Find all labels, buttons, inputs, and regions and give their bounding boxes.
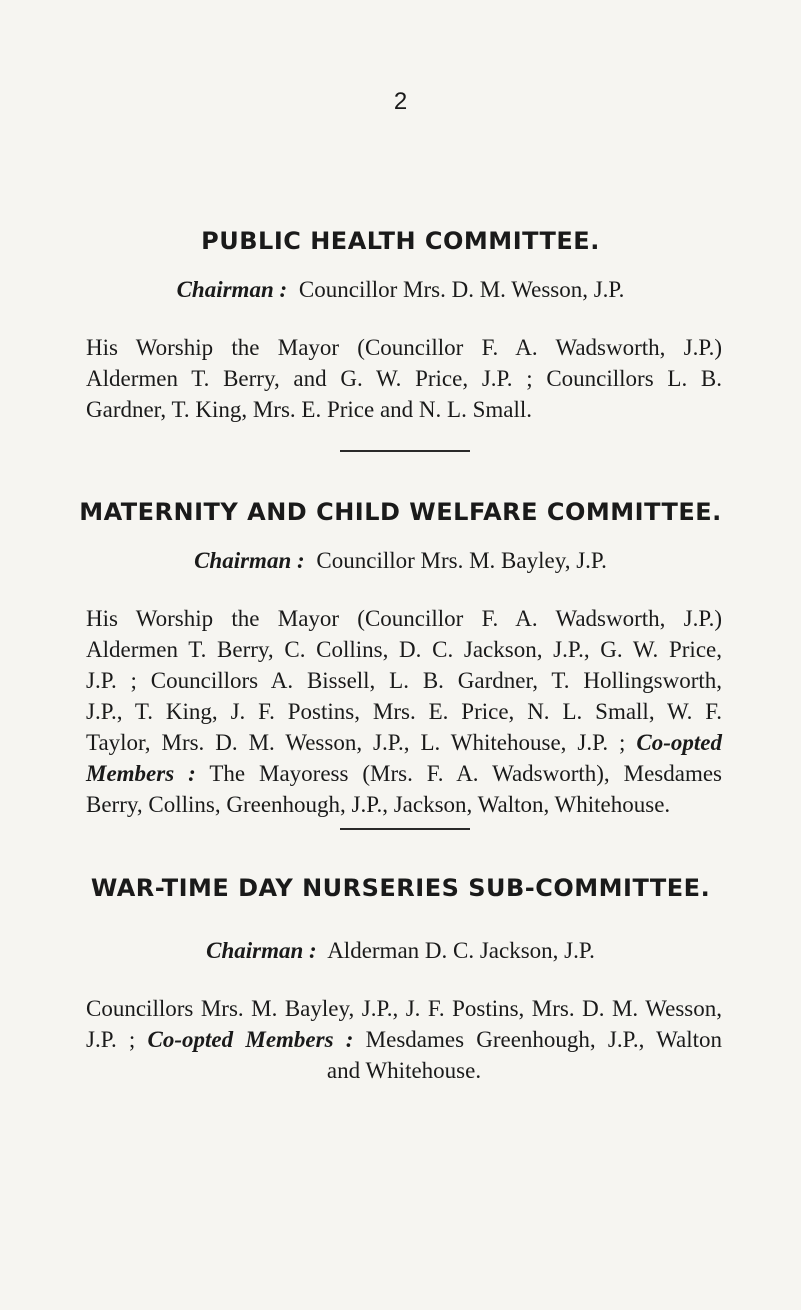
- chairman-name: Alderman D. C. Jackson, J.P.: [327, 938, 595, 963]
- member-line: Aldermen T. Berry, and G. W. Price, J.P. ; Councillors L. B.: [86, 366, 722, 391]
- chairman-name: Councillor Mrs. M. Bayley, J.P.: [316, 548, 607, 573]
- section-divider: [340, 828, 470, 830]
- member-line: and Whitehouse.: [326, 1058, 482, 1083]
- member-text: Mesdames Greenhough, J.P., Walton: [365, 1027, 723, 1052]
- nurseries-members: [86, 993, 722, 1086]
- chairman-label: Chairman :: [176, 277, 288, 302]
- member-line: [86, 758, 722, 789]
- public-health-members: [86, 332, 722, 425]
- maternity-heading: MATERNITY AND CHILD WELFARE COMMITTEE.: [79, 498, 722, 526]
- public-health-heading: PUBLIC HEALTH COMMITTEE.: [201, 227, 600, 255]
- section-divider: [340, 450, 470, 452]
- member-text: Taylor, Mrs. D. M. Wesson, J.P., L. Whitehouse, J.P. ;: [86, 730, 626, 755]
- member-line: [86, 1024, 722, 1055]
- member-line: Gardner, T. King, Mrs. E. Price and N. L. Small.: [86, 397, 533, 422]
- chairman-label: Chairman :: [194, 548, 305, 573]
- nurseries-chairman: [0, 938, 801, 964]
- maternity-chairman: [0, 548, 801, 574]
- member-text: J.P. ;: [86, 1027, 136, 1052]
- nurseries-heading: WAR-TIME DAY NURSERIES SUB-COMMITTEE.: [90, 874, 711, 902]
- member-text: The Mayoress (Mrs. F. A. Wadsworth), Mesdames: [209, 761, 722, 786]
- chairman-name: Councillor Mrs. D. M. Wesson, J.P.: [298, 277, 625, 302]
- coopted-members-label: Co-opted Members :: [147, 1027, 354, 1052]
- member-line: Aldermen T. Berry, C. Collins, D. C. Jackson, J.P., G. W. Price,: [86, 637, 722, 662]
- coopted-label: Co-opted: [636, 730, 722, 755]
- member-line: Berry, Collins, Greenhough, J.P., Jackson, Walton, Whitehouse.: [86, 792, 671, 817]
- member-line: J.P., T. King, J. F. Postins, Mrs. E. Price, N. L. Small, W. F.: [86, 699, 722, 724]
- public-health-chairman: [0, 277, 801, 303]
- page-number: 2: [393, 88, 408, 115]
- chairman-label: Chairman :: [206, 938, 317, 963]
- member-line: Councillors Mrs. M. Bayley, J.P., J. F. Postins, Mrs. D. M. Wesson,: [86, 996, 722, 1021]
- member-line: [86, 727, 722, 758]
- member-line: J.P. ; Councillors A. Bissell, L. B. Gardner, T. Hollingsworth,: [86, 668, 722, 693]
- member-line: His Worship the Mayor (Councillor F. A. Wadsworth, J.P.): [86, 606, 722, 631]
- maternity-members: [86, 603, 722, 820]
- member-line: His Worship the Mayor (Councillor F. A. Wadsworth, J.P.): [86, 335, 722, 360]
- members-label: Members :: [86, 761, 196, 786]
